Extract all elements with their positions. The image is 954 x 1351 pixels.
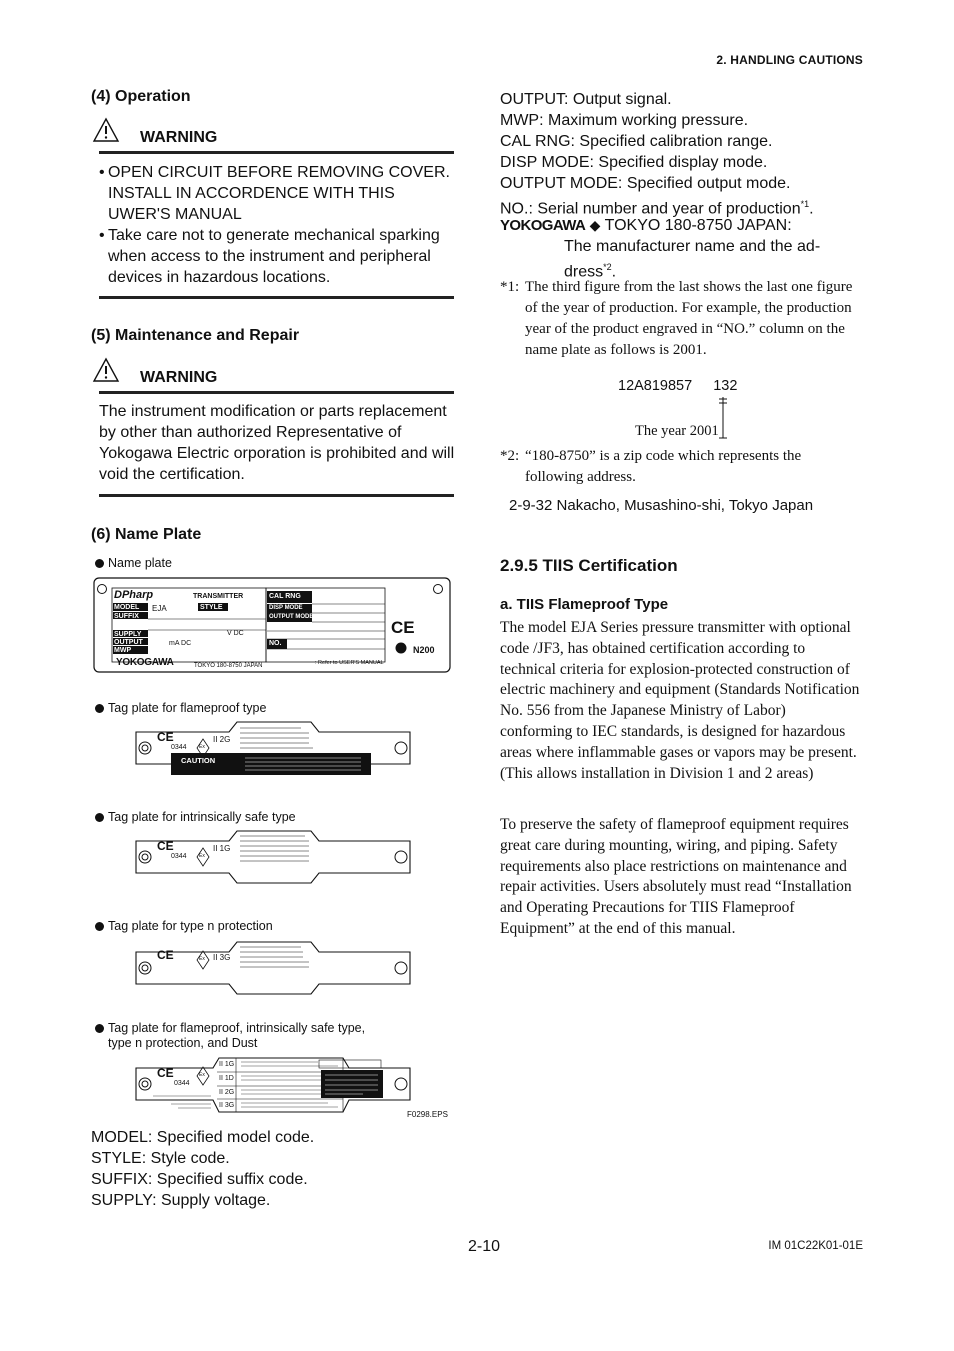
tag-category: II 1G [213, 844, 231, 853]
ce-mark: CE [157, 1066, 174, 1080]
tag-category: II 1D [219, 1075, 234, 1082]
maintenance-warning-label: WARNING [140, 369, 218, 386]
yokogawa-logo: YOKOGAWA [500, 217, 586, 234]
ce-mark: CE [157, 730, 174, 744]
plate-output-label: OUTPUT [114, 639, 143, 646]
operation-warning-label: WARNING [140, 129, 218, 146]
definition-item: MWP: Maximum working pressure. [500, 112, 749, 129]
plate-calrng-label: CAL RNG [269, 593, 301, 600]
paragraph: To preserve the safety of flameproof equipment requires great care during mounting, wiring, and piping. Safety requirements also place restrictions on maintenance and repair activities. Users absolutely must read “Installation and Operating Precautions for TIIS Flameproof Equipment” at the end of this manual. [500, 816, 852, 937]
warning-bottom-rule [99, 494, 454, 497]
definition-item: DISP MODE: Specified display mode. [500, 154, 768, 171]
plate-dispmode-label: DISP MODE [269, 605, 303, 611]
paragraph: The model EJA Series pressure transmitter with optional code /JF3, has obtained certification according to technical criteria for explosion-protected construction of electric machinery and equipment (Standards Notification No. 556 from the Japanese Ministry of Labor) conforming to IEC standards, is designed for hazardous areas where inflammable gases or vapors may be present. (This allows installation in Division 1 and 2 areas) [500, 619, 860, 782]
diamond-icon: ◆ [589, 217, 601, 233]
full-address: 2-9-32 Nakacho, Musashino-shi, Tokyo Japan [509, 497, 814, 514]
tag-code: 0344 [174, 1080, 190, 1087]
tokyo-address: TOKYO 180-8750 JAPAN: [604, 217, 792, 234]
warning-bottom-rule [99, 296, 454, 299]
page-number: 2-10 [468, 1238, 501, 1255]
ex-mark: Ex [199, 956, 205, 962]
warning-top-rule [99, 151, 454, 154]
tag-plate-multi [133, 1056, 413, 1114]
tag-plate-flameproof [133, 720, 413, 776]
plate-vdc: V DC [227, 630, 244, 637]
definition-item: MODEL: Specified model code. [91, 1129, 315, 1146]
definition-item: OUTPUT MODE: Specified output mode. [500, 175, 791, 192]
subsection-title: a. TIIS Flameproof Type [500, 596, 669, 613]
plate-model-value: EJA [152, 604, 167, 613]
ce-mark: CE [157, 948, 174, 962]
ce-mark: CE [157, 839, 174, 853]
tag-category: II 2G [219, 1089, 235, 1096]
right-definitions [500, 89, 814, 219]
document-id: IM 01C22K01-01E [768, 1240, 863, 1252]
definition-item: CAL RNG: Specified calibration range. [500, 133, 773, 150]
definition-item: STYLE: Style code. [91, 1150, 230, 1167]
dpharp-logo: DPharp [114, 589, 154, 601]
caption-name-plate: Name plate [95, 556, 172, 570]
operation-heading: (4) Operation [91, 88, 191, 105]
plate-no-label: NO. [269, 640, 282, 647]
tag-category: II 2G [213, 735, 231, 744]
ce-mark: CE [391, 618, 415, 637]
plate-madc: mA DC [169, 640, 192, 647]
maintenance-heading: (5) Maintenance and Repair [91, 327, 300, 344]
definition-item: SUFFIX: Specified suffix code. [91, 1171, 308, 1188]
list-item: • OPEN CIRCUIT BEFORE REMOVING COVER. INSTALL IN ACCORDENCE WITH THIS UWER'S MANUAL [99, 162, 454, 225]
plate-outputmode-label: OUTPUT MODE [269, 614, 314, 620]
plate-suffix-label: SUFFIX [114, 613, 139, 620]
warning-icon [92, 117, 120, 143]
footnote-1: *1: The third figure from the last shows the last one figure of the year of production. For example, the production year of the product engraved in “NO.” column on the name plate as follows is 2001. [500, 279, 853, 358]
plate-model-label: MODEL [114, 604, 140, 611]
plate-n200: N200 [413, 645, 435, 655]
running-header: 2. HANDLING CAUTIONS [716, 53, 863, 67]
year-label: The year 2001 [635, 423, 719, 439]
name-plate-figure [93, 577, 451, 673]
tag-category: II 3G [213, 953, 231, 962]
tag-plate-type-n [133, 940, 413, 996]
tag-code: 0344 [171, 853, 187, 860]
ex-mark: Ex [199, 1072, 205, 1078]
plate-address: TOKYO 180-8750 JAPAN [194, 663, 263, 669]
list-item: • Take care not to generate mechanical sparking when access to the instrument and peripheral devices in hazardous locations. [99, 225, 454, 288]
plate-refer: : Refer to USER'S MANUAL [315, 660, 384, 666]
tag-plate-intrinsic [133, 829, 413, 885]
manufacturer-desc: The manufacturer name and the ad- dress$^{*2}$. [564, 238, 821, 281]
serial-example: 12A819857 132 [618, 378, 738, 394]
caption-flameproof-tag: Tag plate for flameproof type [95, 701, 266, 715]
caption-type-n-tag: Tag plate for type n protection [95, 919, 273, 933]
maintenance-warning-text: The instrument modification or parts replacement by other than authorized Representative of Yokogawa Electric orporation is prohibited and will void the certification. [99, 403, 455, 483]
definition-item: SUPPLY: Supply voltage. [91, 1192, 271, 1209]
definition-item: NO.: Serial number and year of production$^{*1}$. [500, 199, 814, 218]
plate-style-label: STYLE [200, 604, 223, 611]
plate-supply-label: SUPPLY [114, 631, 142, 638]
operation-warning-list [99, 162, 454, 288]
ex-mark: Ex [199, 744, 205, 750]
caption-multi-tag: Tag plate for flameproof, intrinsically safe type, type n protection, and Dust [95, 1021, 365, 1051]
yokogawa-logo: YOKOGAWA [116, 657, 174, 668]
footnote-2: *2: “180-8750” is a zip code which represents the following address. [500, 448, 802, 485]
ex-mark: Ex [199, 853, 205, 859]
warning-top-rule [99, 391, 454, 394]
tag-category: II 3G [219, 1102, 235, 1109]
left-definitions [91, 1127, 314, 1211]
manufacturer-line [500, 215, 792, 236]
plate-mwp-label: MWP [114, 647, 132, 654]
nameplate-heading: (6) Name Plate [91, 526, 202, 543]
section-title: 2.9.5 TIIS Certification [500, 556, 678, 575]
caption-is-tag: Tag plate for intrinsically safe type [95, 810, 296, 824]
definition-item: OUTPUT: Output signal. [500, 91, 672, 108]
warning-icon [92, 357, 120, 383]
tag-code: 0344 [171, 744, 187, 751]
tag-category: II 1G [219, 1061, 235, 1068]
plate-transmitter: TRANSMITTER [193, 593, 244, 600]
figure-id: F0298.EPS [407, 1110, 448, 1119]
tag-caution: CAUTION [181, 756, 216, 765]
